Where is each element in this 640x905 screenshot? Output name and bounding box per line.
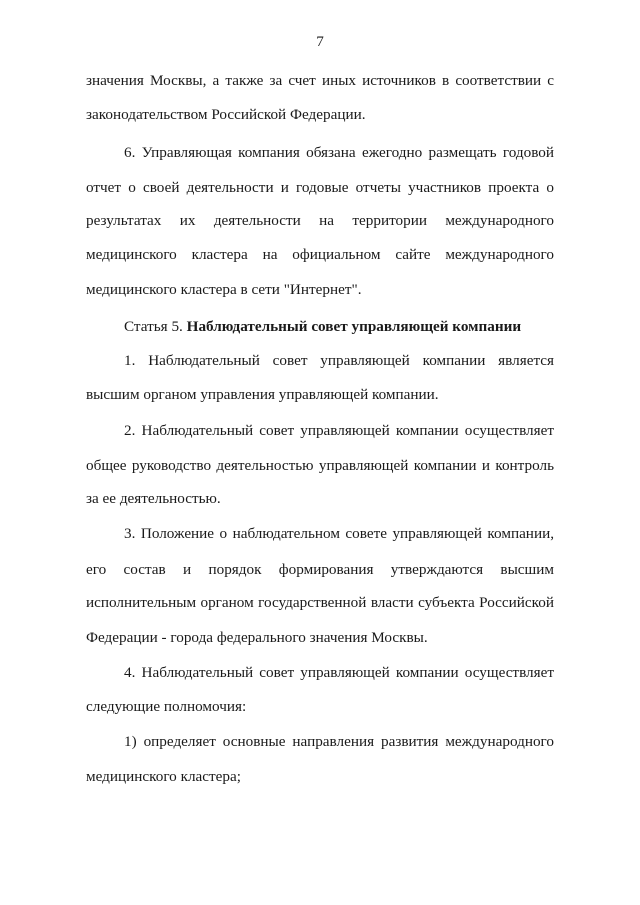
paragraph-line: медицинского кластера в сети "Интернет".: [86, 281, 362, 298]
paragraph-line: следующие полномочия:: [86, 698, 247, 715]
paragraph-line: отчет о своей деятельности и годовые отчеты участников проекта о: [86, 179, 554, 196]
paragraph-line: 6. Управляющая компания обязана ежегодно размещать годовой: [124, 144, 554, 161]
article-heading-title: Наблюдательный совет управляющей компании: [186, 318, 522, 335]
paragraph-line: 3. Положение о наблюдательном совете управляющей компании,: [124, 525, 554, 542]
paragraph-line: исполнительным органом государственной власти субъекта Российской: [86, 594, 554, 611]
paragraph-line: высшим органом управления управляющей компании.: [86, 386, 439, 403]
paragraph-line: его состав и порядок формирования утверждаются высшим: [86, 561, 554, 578]
paragraph-line: 2. Наблюдательный совет управляющей компании осуществляет: [124, 422, 554, 439]
paragraph-line: Федерации - города федерального значения Москвы.: [86, 629, 428, 646]
paragraph-line: 4. Наблюдательный совет управляющей компании осуществляет: [124, 664, 554, 681]
page-number: 7: [316, 33, 324, 50]
article-heading-prefix: Статья 5.: [124, 318, 187, 335]
paragraph-line: за ее деятельностью.: [86, 490, 221, 507]
paragraph-line: 1. Наблюдательный совет управляющей компании является: [124, 352, 554, 369]
paragraph-line: общее руководство деятельностью управляющей компании и контроль: [86, 457, 554, 474]
article-heading: [124, 318, 554, 336]
paragraph-line: результатах их деятельности на территории международного: [86, 212, 554, 229]
paragraph-line: 1) определяет основные направления развития международного: [124, 733, 554, 750]
paragraph-line: медицинского кластера;: [86, 768, 241, 785]
paragraph-line: законодательством Российской Федерации.: [86, 106, 366, 123]
paragraph-line: значения Москвы, а также за счет иных источников в соответствии с: [86, 72, 554, 89]
paragraph-line: медицинского кластера на официальном сайте международного: [86, 246, 554, 263]
